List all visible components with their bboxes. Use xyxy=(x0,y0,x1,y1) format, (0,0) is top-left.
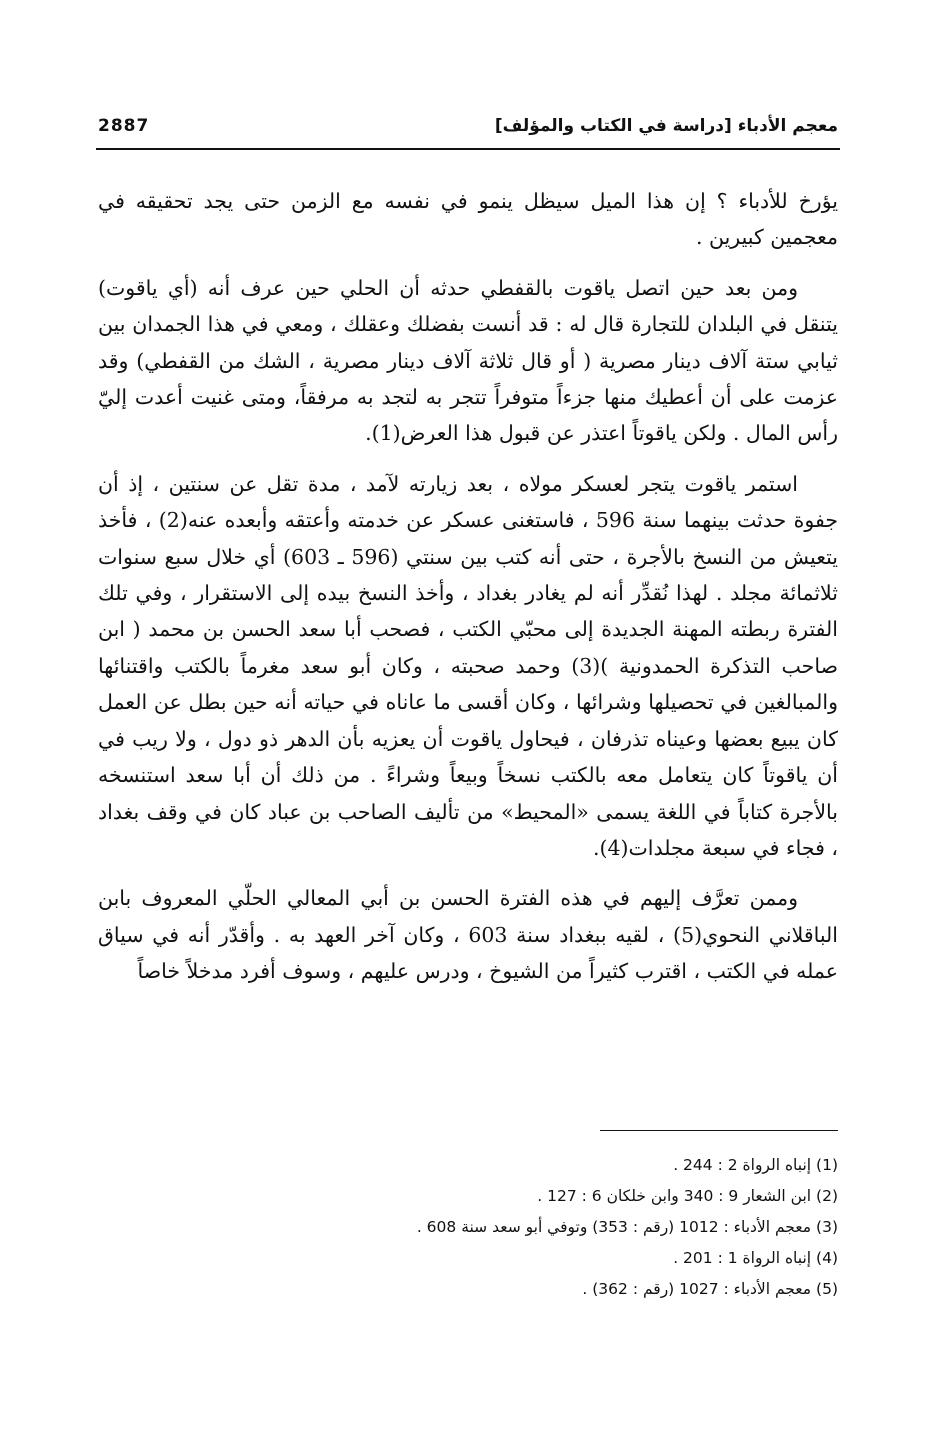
paragraph-4: وممن تعرَّف إليهم في هذه الفترة الحسن بن أبي المعالي الحلّي المعروف بابن الباقلاني النحوي(5) ، لقيه ببغداد سنة 603 ، وكان آخر العهد به . وأقدّر أنه في سياق عمله في الكتب ، اقترب كثيراً من الشيوخ ، ودرس عليهم ، وسوف أفرد مدخلاً خاصاً xyxy=(98,886,838,984)
footnote-2: (2) ابن الشعار 9 : 340 وابن خلكان 6 : 127 . xyxy=(537,1187,838,1205)
paragraph-2: ومن بعد حين اتصل ياقوت بالقفطي حدثه أن الحلي حين عرف أنه (أي ياقوت) يتنقل في البلدان للتجارة قال له : قد أنست بفضلك وعقلك ، ومعي في هذا الجمدان بين ثيابي ستة آلاف دينار مصرية ( أو قال ثلاثة آلاف دينار مصرية ، الشك من القفطي) وقد عزمت على أن أعطيك منها جزءاً متوفراً تتجر به لتجد به مرفقاً، ومتى غنيت أعدت إليّ رأس المال . ولكن ياقوتاً اعتذر عن قبول هذا العرض(1). xyxy=(98,275,838,446)
footnote-3: (3) معجم الأدباء : 1012 (رقم : 353) وتوفي أبو سعد سنة 608 . xyxy=(416,1218,838,1236)
footnote-4: (4) إنباه الرواة 1 : 201 . xyxy=(673,1249,838,1267)
footnote-5: (5) معجم الأدباء : 1027 (رقم : 362) . xyxy=(582,1280,838,1298)
main-text xyxy=(98,183,838,1004)
running-header xyxy=(98,112,838,140)
page-number: 2887 xyxy=(98,116,150,136)
footnotes xyxy=(98,1150,838,1305)
footnote-rule xyxy=(600,1130,838,1131)
paragraph-3: استمر ياقوت يتجر لعسكر مولاه ، بعد زيارته لآمد ، مدة تقل عن سنتين ، إذ أن جفوة حدثت بينهما سنة 596 ، فاستغنى عسكر عن خدمته وأعتقه وأبعده عنه(2) ، فأخذ يتعيش من النسخ بالأجرة ، حتى أنه كتب بين سنتي (596 ـ 603) أي خلال سبع سنوات ثلاثمائة مجلد . لهذا نُقدِّر أنه لم يغادر بغداد ، وأخذ النسخ بيده إلى الاستقرار ، وفي تلك الفترة ربطته المهنة الجديدة إلى محبّي الكتب ، فصحب أبا سعد الحسن بن محمد ( ابن صاحب التذكرة الحمدونية )(3) وحمد صحبته ، وكان أبو سعد مغرماً بالكتب واقتنائها والمبالغين في تحصيلها وشرائها ، وكان أقسى ما عاناه في حياته أنه حين بطل عن العمل كان يبيع بعضها وعيناه تذرفان ، فيحاول ياقوت أن يعزيه بأن الدهر ذو دول ، ولا ريب في أن ياقوتاً كان يتعامل معه بالكتب نسخاً وبيعاً وشراءً . من ذلك أن أبا سعد استنسخه بالأجرة كتاباً في اللغة يسمى «المحيط» من تأليف الصاحب بن عباد كان في وقف بغداد ، فجاء في سبعة مجلدات(4). xyxy=(98,471,839,860)
running-header-title: معجم الأدباء [دراسة في الكتاب والمؤلف] xyxy=(494,116,838,136)
footnote-1: (1) إنباه الرواة 2 : 244 . xyxy=(673,1156,838,1174)
header-rule xyxy=(96,148,840,150)
paragraph-1: يؤرخ للأدباء ؟ إن هذا الميل سيظل ينمو في نفسه مع الزمن حتى يجد تحقيقه في معجمين كبيرين . xyxy=(98,189,838,250)
